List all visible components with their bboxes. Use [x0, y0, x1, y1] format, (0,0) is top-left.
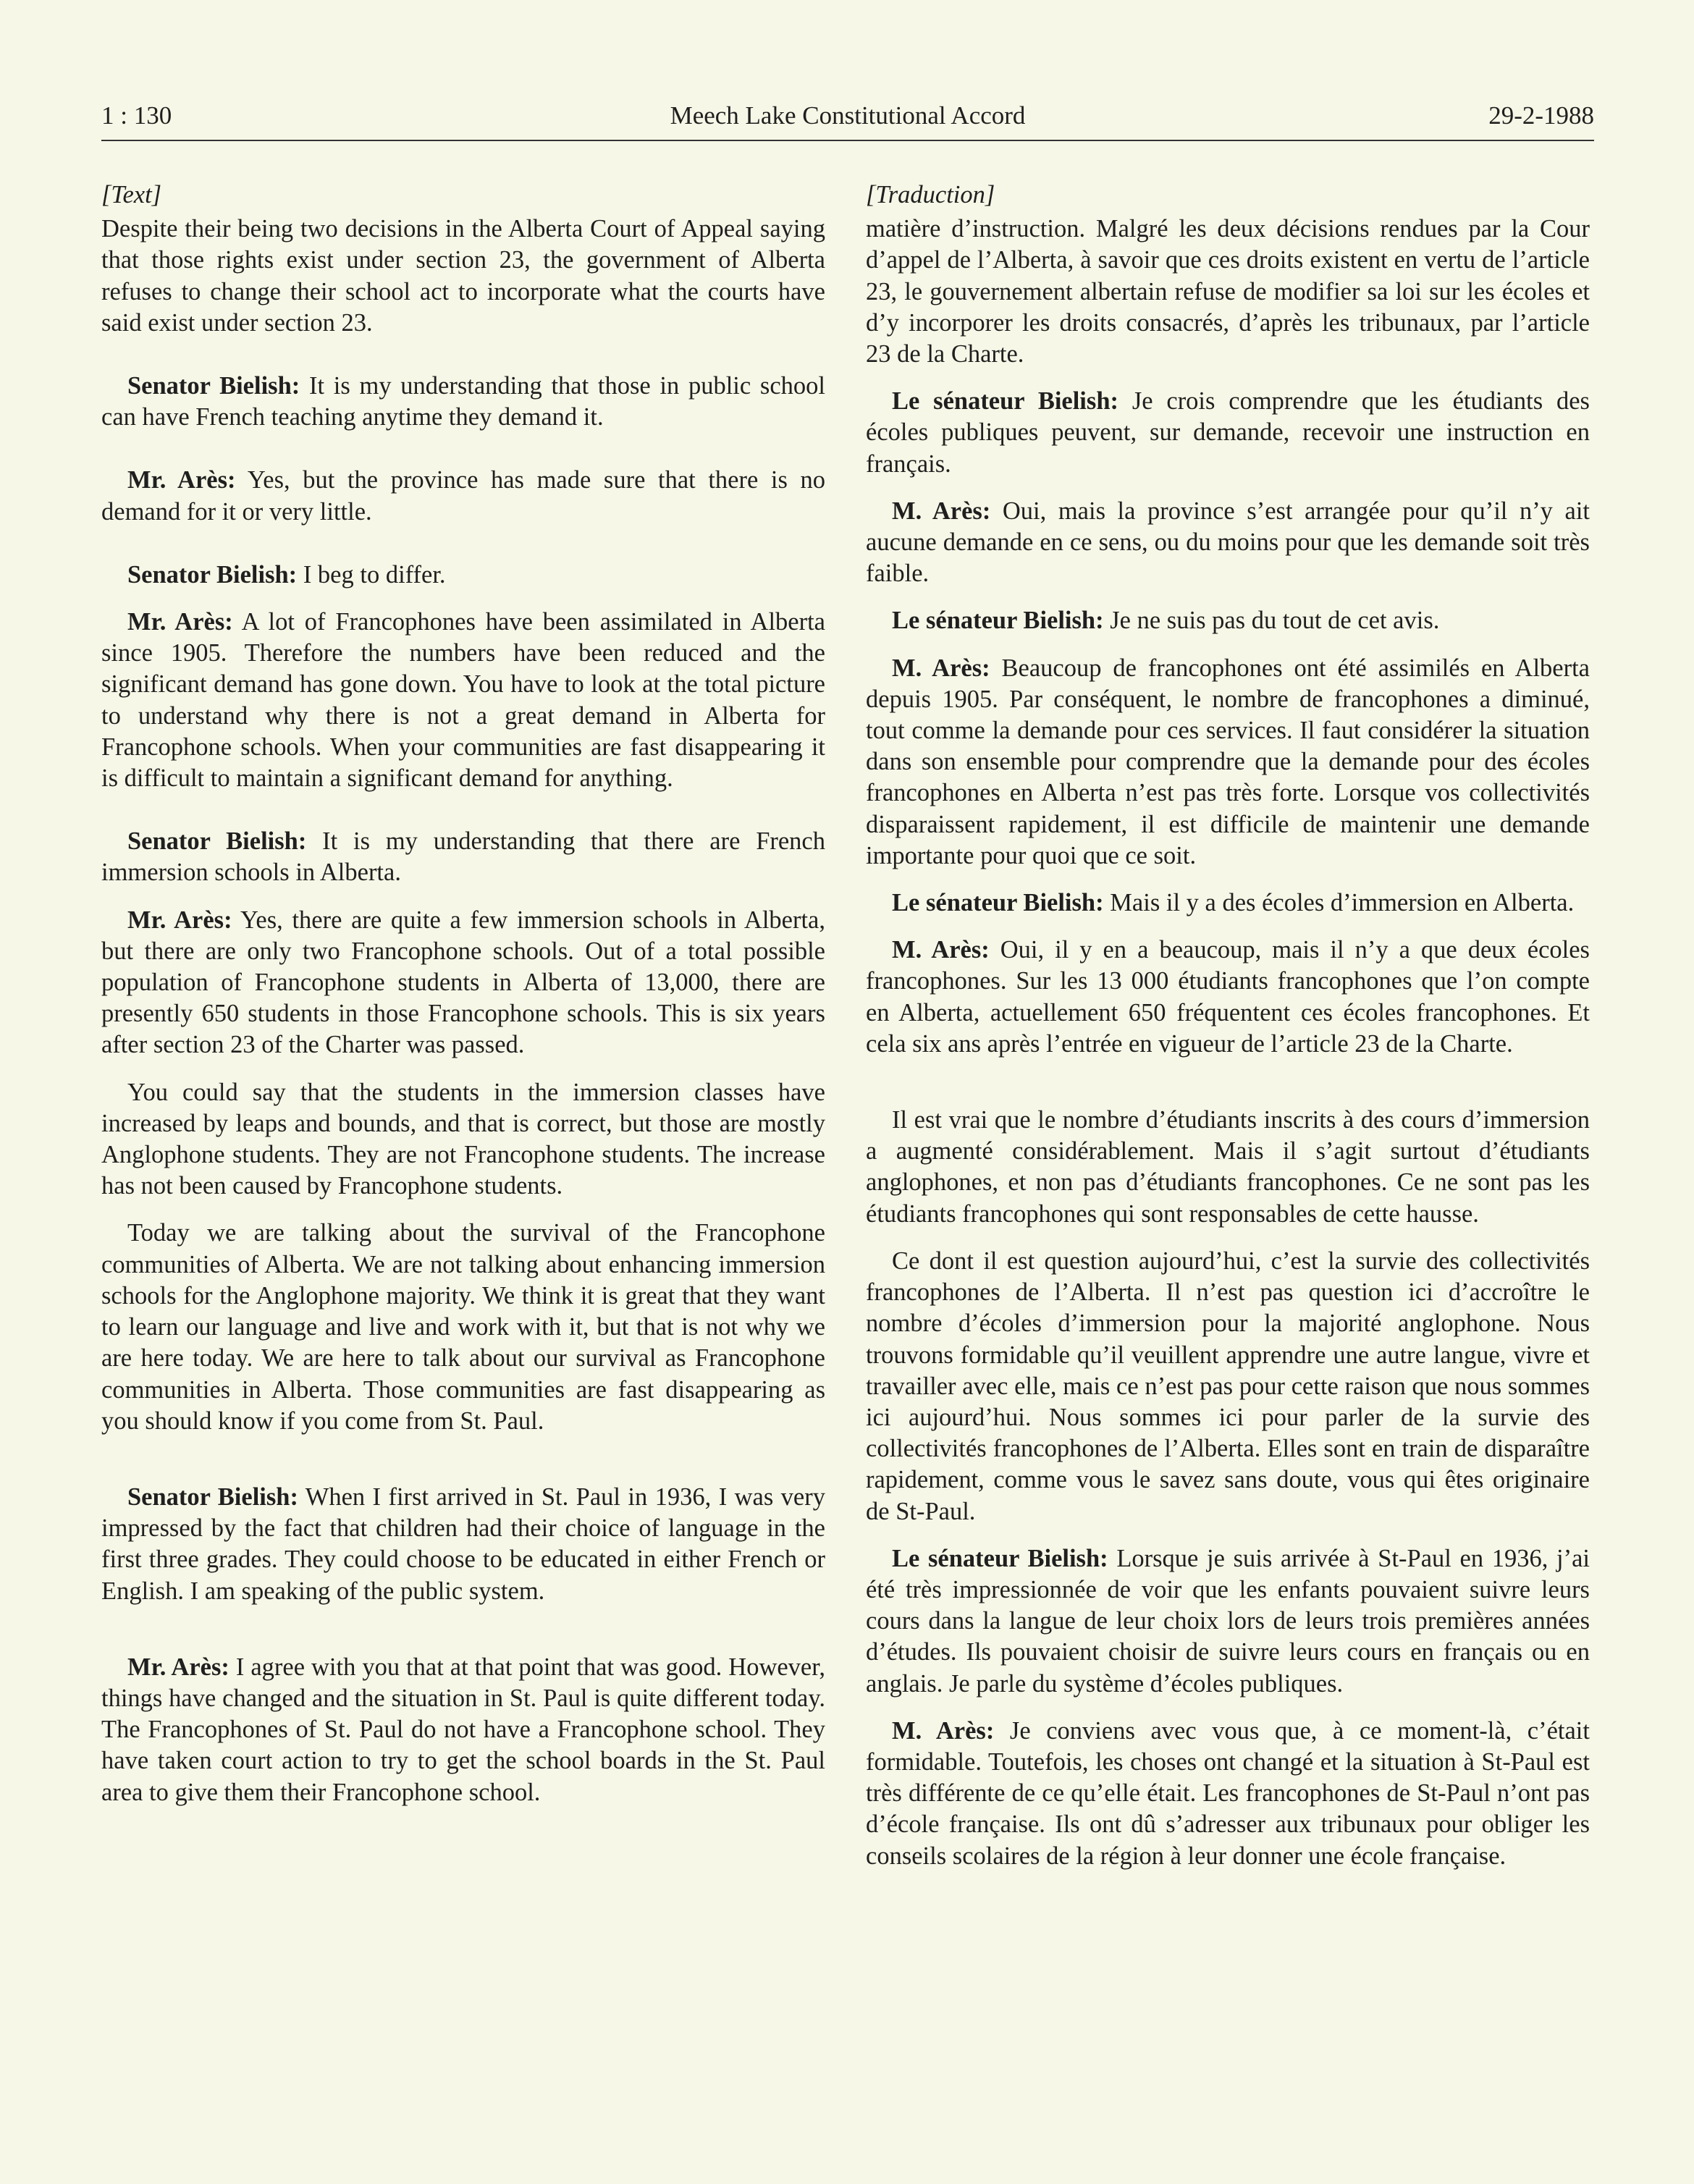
paragraph: Senator Bielish: I beg to differ.: [127, 560, 446, 589]
speaker-name: Senator Bielish:: [127, 372, 300, 400]
speaker-name: Le sénateur Bielish:: [892, 607, 1104, 635]
paragraph: Today we are talking about the survival of the Francophone communities of Alberta. We are not talking about enhancing immersion schools for the Anglophone majority. We think it is great that they want to learn our language and live and work with it, but that is not why we are here today. We are here to talk about our survival as Francophone communities in Alberta. Those communities are fast disappearing as you should know if you come from St. Paul.: [101, 1219, 825, 1435]
page-number: 1 : 130: [101, 101, 172, 130]
paragraph: M. Arès: Je conviens avec vous que, à ce moment-là, c’était formidable. Toutefois, les choses ont changé et la situation à St-Paul est très différente de ce qu’elle était. Les francophones de St-Paul n’ont pas d’école française. Ils ont dû s’adresser aux tribunaux pour obliger les conseils scolaires de la région à leur donner une école française.: [866, 1716, 1590, 1870]
speaker-name: Le sénateur Bielish:: [892, 889, 1104, 917]
paragraph: Senator Bielish: It is my understanding that there are French immersion schools in Alberta.: [101, 827, 825, 887]
paragraph: Senator Bielish: It is my understanding that those in public school can have French teaching anytime they demand it.: [101, 372, 825, 431]
paragraph: Mr. Arès: Yes, there are quite a few immersion schools in Alberta, but there are only two Francophone schools. Out of a total possible population of Francophone students in Alberta of 13,000, there are presently 650 students in those Francophone schools. This is six years after section 23 of the Charter was passed.: [101, 906, 825, 1059]
speaker-name: Senator Bielish:: [127, 560, 298, 589]
speaker-name: Mr. Arès:: [127, 1653, 229, 1681]
paragraph: Mr. Arès: A lot of Francophones have been assimilated in Alberta since 1905. Therefore the numbers have been reduced and the significant demand has gone down. You have to look at the total picture to understand why there is not a great demand in Alberta for Francophone schools. When your communities are fast disappearing it is difficult to maintain a significant demand for anything.: [101, 608, 825, 793]
speaker-name: Le sénateur Bielish:: [892, 1544, 1108, 1572]
paragraph: M. Arès: Beaucoup de francophones ont été assimilés en Alberta depuis 1905. Par conséquent, le nombre de francophones a diminué, tout comme la demande pour ces services. Il faut considérer la situation dans son ensemble pour comprendre que la demande pour des écoles francophones en Alberta n’est pas très forte. Lorsque vos collectivités disparaissent rapidement, il est difficile de maintenir une demande importante pour quoi que ce soit.: [866, 654, 1590, 869]
paragraph: Senator Bielish: When I first arrived in St. Paul in 1936, I was very impressed by the fact that children had their choice of language in the first three grades. They could choose to be educated in either French or English. I am speaking of the public system.: [101, 1483, 825, 1605]
speaker-name: Senator Bielish:: [127, 1483, 298, 1511]
paragraph: Le sénateur Bielish: Je crois comprendre que les étudiants des écoles publiques peuvent, sur demande, recevoir une instruction en français.: [866, 387, 1590, 478]
paragraph: Ce dont il est question aujourd’hui, c’est la survie des collectivités francophones de l’Alberta. Il n’est pas question ici d’accroître le nombre d’écoles d’immersion pour la majorité anglophone. Nous trouvons formidable qu’il veuillent apprendre une autre langue, vivre et travailler avec elle, mais ce n’est pas pour cette raison que nous sommes ici aujourd’hui. Nous sommes ici pour parler de la survie des collectivités francophones de l’Alberta. Elles sont en train de disparaître rapidement, comme vous le savez sans doute, vous qui êtes originaire de St-Paul.: [866, 1247, 1590, 1525]
header-rule: [101, 140, 1594, 141]
column-label: [Traduction]: [866, 181, 995, 208]
french-column: [866, 180, 1590, 1888]
paragraph: Le sénateur Bielish: Lorsque je suis arrivée à St-Paul en 1936, j’ai été très impressionnée de voir que les enfants pouvaient suivre leurs cours dans la langue de leur choix lors de leurs trois premières années d’études. Ils pouvaient choisir de suivre leurs cours en français ou en anglais. Je parle du système d’écoles publiques.: [866, 1544, 1590, 1698]
paragraph: You could say that the students in the immersion classes have increased by leaps and bounds, and that is correct, but those are mostly Anglophone students. They are not Francophone students. The increase has not been caused by Francophone students.: [101, 1078, 825, 1200]
paragraph: M. Arès: Oui, il y en a beaucoup, mais il n’y a que deux écoles francophones. Sur les 13 000 étudiants francophones que l’on compte en Alberta, actuellement 650 fréquentent ces écoles francophones. Et cela six ans après l’entrée en vigueur de l’article 23 de la Charte.: [866, 936, 1590, 1058]
paragraph: Mr. Arès: Yes, but the province has made sure that there is no demand for it or very little.: [101, 466, 825, 526]
speaker-name: M. Arès:: [892, 936, 990, 964]
document-date: 29-2-1988: [1488, 101, 1594, 130]
speaker-name: Mr. Arès:: [127, 608, 233, 636]
document-title: Meech Lake Constitutional Accord: [670, 101, 1026, 130]
speaker-name: Mr. Arès:: [127, 466, 236, 494]
paragraph: Le sénateur Bielish: Je ne suis pas du tout de cet avis.: [892, 607, 1440, 635]
paragraph: Le sénateur Bielish: Mais il y a des écoles d’immersion en Alberta.: [892, 889, 1575, 917]
english-column: [101, 180, 825, 1824]
speaker-name: Senator Bielish:: [127, 827, 307, 856]
speaker-name: Le sénateur Bielish:: [892, 387, 1118, 416]
paragraph: M. Arès: Oui, mais la province s’est arrangée pour qu’il n’y ait aucune demande en ce sens, ou du moins pour que les demande soit très faible.: [866, 497, 1590, 588]
speaker-name: M. Arès:: [892, 1716, 995, 1745]
column-label: [Text]: [101, 181, 162, 208]
speaker-name: M. Arès:: [892, 654, 990, 682]
paragraph: Il est vrai que le nombre d’étudiants inscrits à des cours d’immersion a augmenté considérablement. Mais il s’agit surtout d’étudiants anglophones, et non pas d’étudiants francophones. Ce ne sont pas les étudiants francophones qui sont responsables de cette hausse.: [866, 1106, 1590, 1228]
page-header: [101, 101, 1594, 143]
speaker-name: Mr. Arès:: [127, 906, 232, 934]
paragraph: matière d’instruction. Malgré les deux décisions rendues par la Cour d’appel de l’Alberta, à savoir que ces droits existent en vertu de l’article 23, le gouvernement albertain refuse de modifier sa loi sur les écoles et d’y incorporer les droits consacrés, d’après les tribunaux, par l’article 23 de la Charte.: [866, 215, 1590, 368]
speaker-name: M. Arès:: [892, 497, 991, 525]
paragraph: Mr. Arès: I agree with you that at that point that was good. However, things have changed and the situation in St. Paul is quite different today. The Francophones of St. Paul do not have a Francophone school. They have taken court action to try to get the school boards in the St. Paul area to give them their Francophone school.: [101, 1653, 825, 1806]
paragraph: Despite their being two decisions in the Alberta Court of Appeal saying that those rights exist under section 23, the government of Alberta refuses to change their school act to incorporate what the courts have said exist under section 23.: [101, 215, 825, 337]
